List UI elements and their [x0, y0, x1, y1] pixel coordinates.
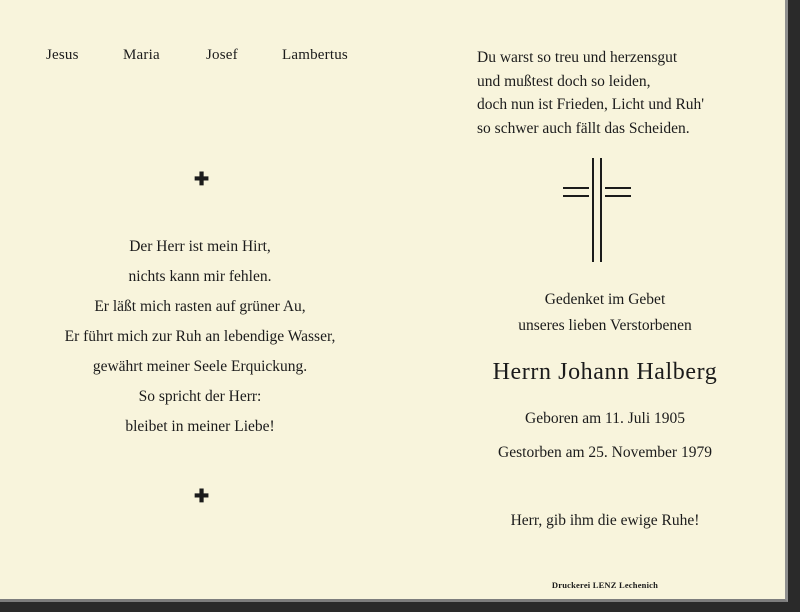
name-maria: Maria [123, 47, 160, 63]
verse-line: so schwer auch fällt das Scheiden. [477, 119, 690, 137]
name-jesus: Jesus [46, 47, 79, 63]
verse-line: Du warst so treu und herzensgut [477, 49, 678, 66]
psalm-line: So spricht der Herr: [138, 388, 262, 405]
remembrance-line: Gedenket im Gebet [544, 291, 666, 308]
birth-date: Geboren am 11. Juli 1905 [525, 410, 685, 427]
remembrance-line: unseres lieben Verstorbenen [518, 317, 692, 334]
verse-line: doch nun ist Frieden, Licht und Ruh' [477, 96, 705, 113]
psalm-line: Er führt mich zur Ruh an lebendige Wasser, [64, 328, 336, 345]
name-josef: Josef [206, 47, 238, 63]
death-date: Gestorben am 25. November 1979 [498, 444, 712, 461]
name-lambertus: Lambertus [282, 47, 348, 63]
psalm-line: gewährt meiner Seele Erquickung. [92, 358, 308, 375]
small-cross-icon-bottom: ✚ [194, 486, 210, 506]
psalm-line: bleibet in meiner Liebe! [125, 418, 275, 435]
small-cross-icon: ✚ [194, 169, 210, 189]
verse-line: und mußtest doch so leiden, [477, 72, 651, 90]
psalm-line: Er läßt mich rasten auf grüner Au, [94, 298, 306, 315]
psalm-line: Der Herr ist mein Hirt, [129, 238, 271, 255]
remembrance-text [430, 287, 780, 339]
closing-prayer: Herr, gib ihm die ewige Ruhe! [510, 512, 700, 529]
memorial-verse [477, 46, 704, 140]
printer-credit: Druckerei LENZ Lechenich [551, 580, 659, 590]
psalm-text [0, 232, 400, 442]
deceased-name: Herrn Johann Halberg [492, 359, 718, 385]
psalm-line: nichts kann mir fehlen. [128, 268, 272, 285]
double-line-cross-icon [563, 158, 631, 262]
